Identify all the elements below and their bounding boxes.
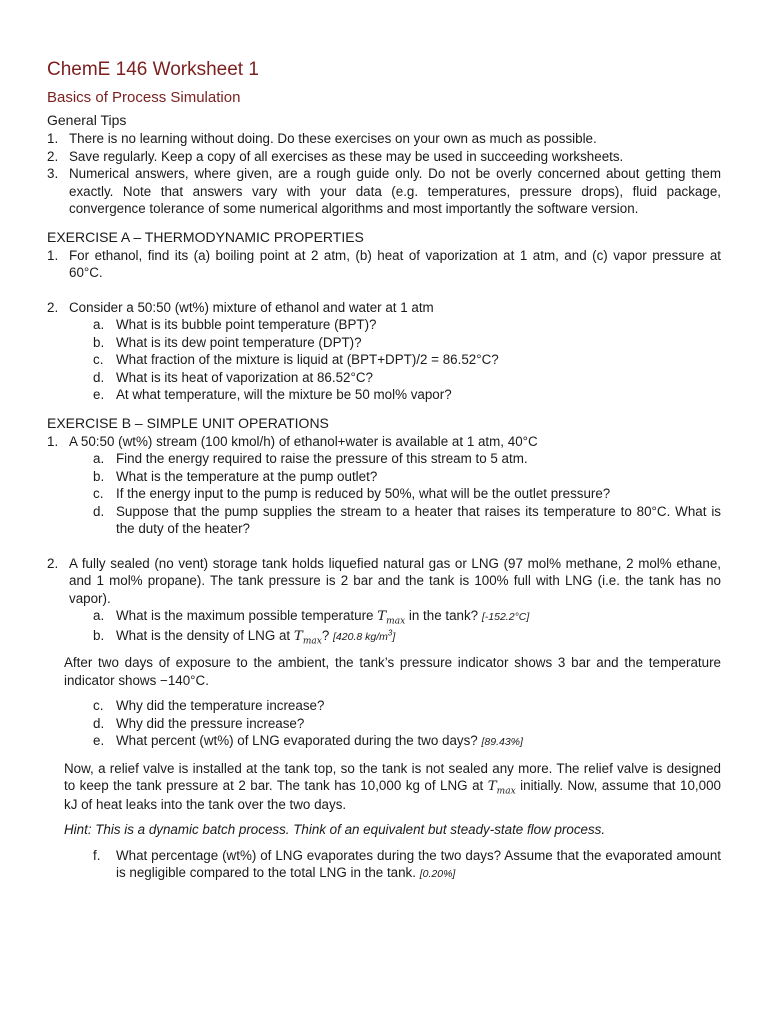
sub-letter: d.	[93, 503, 105, 519]
sub-letter: f.	[93, 847, 101, 863]
question-text-part: What is the maximum possible temperature	[116, 608, 374, 623]
t-max-symbol: $T_{max}$	[293, 628, 322, 647]
hint-text: Hint: This is a dynamic batch process. Think of an equivalent but steady-state flow process.	[64, 822, 606, 837]
tip-item	[47, 148, 721, 166]
sub-letter: c.	[93, 352, 104, 367]
tip-item	[47, 165, 721, 218]
paragraph-text-part: Now, a relief valve is installed at the tank top, so the tank is not sealed any more. The relief valve is designed to keep the tank pressure at 2 bar. The tank has 10,000 kg of LNG at	[64, 760, 721, 793]
list-number: 1.	[47, 131, 59, 146]
list-number: 2.	[47, 148, 59, 164]
list-number: 2.	[47, 555, 59, 571]
question-text-part: What is the density of LNG at	[116, 627, 291, 643]
sub-letter: d.	[93, 369, 105, 385]
exercise-b-question-2	[47, 555, 721, 608]
sub-letter: c.	[93, 698, 104, 713]
sub-question	[93, 334, 721, 352]
tip-item	[47, 130, 721, 148]
sub-question-text: Why did the pressure increase?	[116, 715, 305, 731]
sub-question	[93, 607, 721, 627]
sub-question-text: If the energy input to the pump is reduced by 50%, what will be the outlet pressure?	[116, 486, 611, 501]
sub-letter: b.	[93, 468, 105, 484]
scenario-paragraph	[64, 760, 721, 814]
question-text: For ethanol, find its (a) boiling point at 2 atm, (b) heat of vaporization at 1 atm, and (c) vapor pressure at 60°C.	[69, 247, 721, 280]
answer-hint: [0.20%]	[419, 868, 456, 880]
exercise-a-question-2	[47, 299, 721, 317]
sub-question	[93, 316, 721, 334]
sub-letter: e.	[93, 733, 105, 748]
sub-question	[93, 503, 721, 538]
list-number: 2.	[47, 299, 59, 315]
sub-question	[93, 369, 721, 387]
sub-question-text	[116, 607, 721, 627]
list-number: 1.	[47, 247, 59, 263]
exercise-a-question-1	[47, 247, 721, 282]
question-text: A fully sealed (no vent) storage tank holds liquefied natural gas or LNG (97 mol% methane, 2 mol% ethane, and 1 mol% propane). The tank pressure is 2 bar and the tank is 100% full with LNG (i.e. the tank has no vapor).	[69, 555, 721, 606]
answer-hint: [-152.2°C]	[481, 611, 530, 623]
sub-question-text	[116, 847, 721, 884]
question-text: A 50:50 (wt%) stream (100 kmol/h) of ethanol+water is available at 1 atm, 40°C	[69, 433, 538, 449]
sub-question	[93, 351, 721, 369]
exercise-b-question-1	[47, 433, 721, 451]
sub-letter: d.	[93, 715, 105, 731]
sub-question-text: At what temperature, will the mixture be 50 mol% vapor?	[116, 387, 452, 402]
document-title: ChemE 146 Worksheet 1	[47, 59, 259, 80]
sub-question-text: What is its dew point temperature (DPT)?	[116, 334, 362, 350]
sub-question-text	[116, 627, 721, 647]
sub-question-text: What is its bubble point temperature (BPT)?	[116, 317, 377, 332]
worksheet-document	[47, 58, 721, 884]
sub-question	[93, 715, 721, 733]
sub-question-text: Why did the temperature increase?	[116, 698, 325, 713]
sub-question-text: What is its heat of vaporization at 86.52°C?	[116, 369, 373, 385]
sub-question-text	[116, 732, 721, 752]
exercise-b-heading: EXERCISE B – SIMPLE UNIT OPERATIONS	[47, 414, 329, 431]
tip-text: Numerical answers, where given, are a rough guide only. Do not be overly concerned about getting them exactly. Note that answers vary with your data (e.g. temperatures, pressure drops), fluid package, convergence tolerance of some numerical algorithms and most importantly the software version.	[69, 166, 721, 216]
sub-question-text: Suppose that the pump supplies the stream to a heater that raises its temperature to 80°C. What is the duty of the heater?	[116, 503, 721, 536]
sub-question-text: What is the temperature at the pump outlet?	[116, 468, 378, 484]
scenario-paragraph: After two days of exposure to the ambient, the tank’s pressure indicator shows 3 bar and the temperature indicator shows −140°C.	[64, 655, 721, 688]
document-subtitle: Basics of Process Simulation	[47, 89, 241, 106]
question-text-part: ?	[321, 627, 330, 643]
question-text-part: What percentage (wt%) of LNG evaporates during the two days? Assume that the evaporated amount is negligible compared to the total LNG in the tank.	[116, 847, 721, 880]
sub-question	[93, 732, 721, 752]
t-max-symbol: $T_{max}$	[487, 779, 516, 797]
tip-text: There is no learning without doing. Do these exercises on your own as much as possible.	[69, 131, 597, 146]
list-number: 1.	[47, 433, 59, 449]
sub-letter: c.	[93, 486, 104, 501]
question-text-part: What percent (wt%) of LNG evaporated during the two days?	[116, 733, 478, 748]
tip-text: Save regularly. Keep a copy of all exercises as these may be used in succeeding worksheets.	[69, 148, 624, 164]
sub-letter: a.	[93, 317, 105, 332]
sub-question	[93, 386, 721, 404]
sub-question	[93, 627, 721, 647]
sub-question	[93, 485, 721, 503]
sub-question	[93, 468, 721, 486]
sub-letter: a.	[93, 608, 105, 623]
answer-hint: [420.8 $kg/m^3$]	[333, 628, 396, 643]
list-number: 3.	[47, 166, 59, 181]
t-max-symbol: $T_{max}$	[377, 609, 406, 627]
sub-letter: b.	[93, 627, 105, 643]
question-text: Consider a 50:50 (wt%) mixture of ethanol and water at 1 atm	[69, 299, 434, 315]
answer-hint: [89.43%]	[481, 736, 523, 748]
sub-letter: b.	[93, 334, 105, 350]
sub-letter: a.	[93, 451, 105, 466]
sub-question	[93, 847, 721, 884]
question-text-part: in the tank?	[408, 608, 479, 623]
sub-question-text: Find the energy required to raise the pressure of this stream to 5 atm.	[116, 451, 528, 466]
sub-letter: e.	[93, 387, 105, 402]
sub-question	[93, 697, 721, 715]
paragraph-text-part: initially. Now, assume that 10,000 kJ of heat leaks into the tank over the two days.	[64, 778, 721, 812]
sub-question-text: What fraction of the mixture is liquid at (BPT+DPT)/2 = 86.52°C?	[116, 352, 499, 367]
general-tips-heading: General Tips	[47, 112, 127, 128]
exercise-a-heading: EXERCISE A – THERMODYNAMIC PROPERTIES	[47, 228, 364, 245]
sub-question	[93, 450, 721, 468]
